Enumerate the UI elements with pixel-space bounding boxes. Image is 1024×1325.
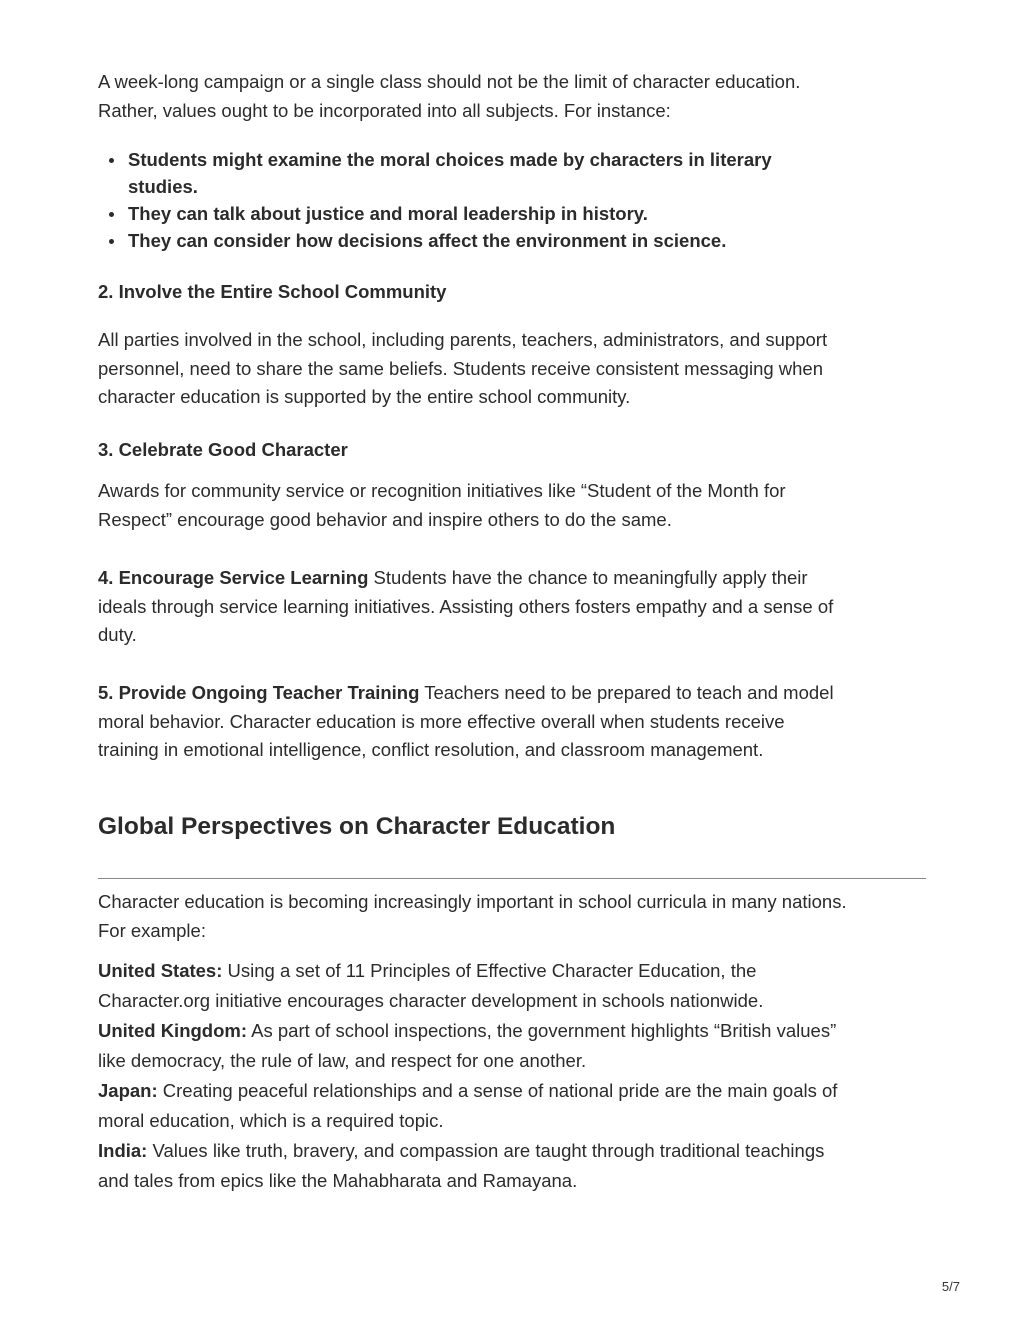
country-entry bbox=[98, 1016, 926, 1046]
paragraph-line: moral behavior. Character education is more effective overall when students receive bbox=[98, 710, 785, 732]
bullet-list bbox=[128, 146, 918, 254]
global-intro bbox=[98, 888, 926, 945]
list-item bbox=[128, 227, 918, 254]
country-entry bbox=[98, 1076, 926, 1106]
country-text: and tales from epics like the Mahabharata and Ramayana. bbox=[98, 1170, 578, 1191]
divider bbox=[98, 878, 926, 879]
paragraph-line: personnel, need to share the same beliefs. Students receive consistent messaging when bbox=[98, 357, 824, 379]
section-celebrate bbox=[98, 436, 926, 464]
section-involve-body bbox=[98, 326, 926, 412]
country-text: Using a set of 11 Principles of Effective Character Education, the bbox=[222, 960, 757, 981]
paragraph-line bbox=[98, 564, 926, 593]
paragraph-text: Students have the chance to meaningfully apply their bbox=[368, 567, 808, 588]
paragraph-text: Teachers need to be prepared to teach and model bbox=[419, 682, 834, 703]
country-entry bbox=[98, 1136, 926, 1166]
section-heading: 2. Involve the Entire School Community bbox=[98, 281, 447, 302]
bullet-icon bbox=[109, 158, 114, 163]
bullet-icon bbox=[109, 212, 114, 217]
country-name: India: bbox=[98, 1140, 148, 1161]
section-title: Global Perspectives on Character Education bbox=[98, 813, 616, 840]
global-section-header bbox=[98, 811, 926, 843]
country-entry bbox=[98, 956, 926, 986]
list-item bbox=[128, 146, 918, 200]
paragraph-line: For example: bbox=[98, 919, 206, 941]
bullet-icon bbox=[109, 239, 114, 244]
intro-line: A week-long campaign or a single class should not be the limit of character education. bbox=[98, 71, 801, 92]
intro-line: Rather, values ought to be incorporated into all subjects. For instance: bbox=[98, 99, 671, 121]
country-text: Creating peaceful relationships and a sense of national pride are the main goals of bbox=[157, 1080, 838, 1101]
paragraph-line: Character education is becoming increasingly important in school curricula in many nations. bbox=[98, 891, 847, 912]
paragraph-line: Awards for community service or recognition initiatives like “Student of the Month for bbox=[98, 480, 786, 501]
country-name: Japan: bbox=[98, 1080, 158, 1101]
country-list bbox=[98, 956, 926, 1196]
list-item bbox=[128, 200, 918, 227]
section-heading: 4. Encourage Service Learning bbox=[98, 567, 369, 588]
paragraph-line bbox=[98, 679, 926, 708]
paragraph-line: All parties involved in the school, including parents, teachers, administrators, and support bbox=[98, 329, 828, 350]
country-name: United States: bbox=[98, 960, 223, 981]
intro-paragraph bbox=[98, 68, 926, 125]
country-text: moral education, which is a required topic. bbox=[98, 1110, 444, 1131]
list-item-text: They can consider how decisions affect the environment in science. bbox=[128, 230, 727, 251]
country-text: Values like truth, bravery, and compassion are taught through traditional teachings bbox=[147, 1140, 825, 1161]
country-text: Character.org initiative encourages character development in schools nationwide. bbox=[98, 990, 764, 1011]
section-celebrate-body bbox=[98, 477, 926, 534]
country-text: As part of school inspections, the government highlights “British values” bbox=[247, 1020, 837, 1041]
paragraph-line: training in emotional intelligence, conflict resolution, and classroom management. bbox=[98, 739, 764, 760]
paragraph-line: ideals through service learning initiatives. Assisting others fosters empathy and a sense of bbox=[98, 595, 834, 617]
list-item-text: Students might examine the moral choices made by characters in literary bbox=[128, 149, 772, 170]
section-training bbox=[98, 679, 926, 765]
paragraph-line: duty. bbox=[98, 624, 137, 645]
section-heading: 3. Celebrate Good Character bbox=[98, 439, 348, 460]
section-involve bbox=[98, 278, 926, 306]
paragraph-line: character education is supported by the entire school community. bbox=[98, 386, 631, 407]
list-item-text: studies. bbox=[128, 176, 198, 197]
paragraph-line: Respect” encourage good behavior and inspire others to do the same. bbox=[98, 508, 672, 530]
section-service bbox=[98, 564, 926, 650]
page-number: 5/7 bbox=[941, 1279, 960, 1294]
section-heading: 5. Provide Ongoing Teacher Training bbox=[98, 682, 420, 703]
country-name: United Kingdom: bbox=[98, 1020, 248, 1041]
country-text: like democracy, the rule of law, and respect for one another. bbox=[98, 1050, 587, 1071]
list-item-text: They can talk about justice and moral leadership in history. bbox=[128, 203, 648, 224]
